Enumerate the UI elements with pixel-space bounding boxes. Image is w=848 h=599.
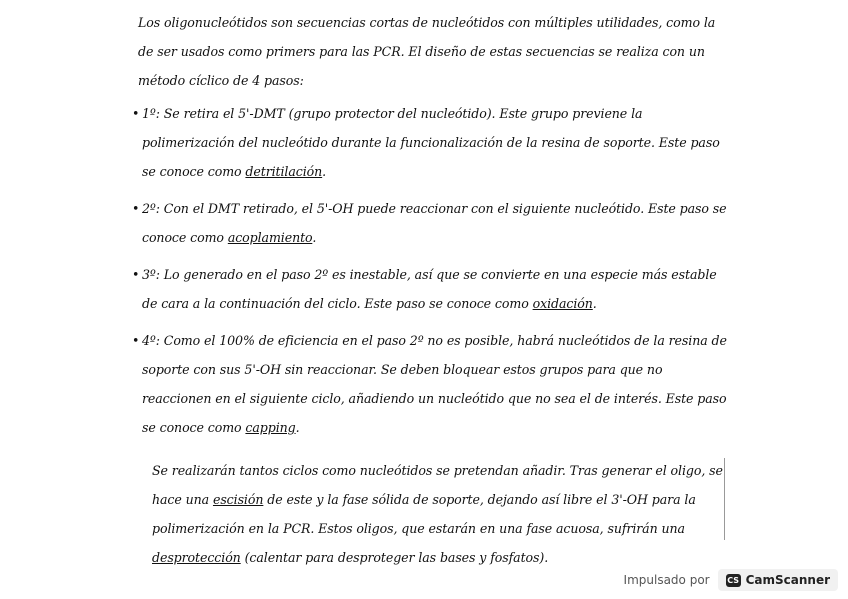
bullet: • [132, 267, 140, 282]
margin-line [724, 458, 725, 540]
step-1-text: 1º: Se retira el 5'-DMT (grupo protector del nucleótido). Este grupo previene la polimerización del nucleótido durante la funcionalización de la resina de soporte. Este paso se conoce como [142, 106, 720, 179]
closing-text-2: de este y la fase sólida de soporte, dejando así libre el 3'-OH para la polimerización en la PCR. Estos oligos, que estarán en una fase acuosa, sufrirán una [152, 492, 696, 536]
step-3 [132, 260, 728, 318]
camscanner-badge [718, 569, 838, 591]
step-text [142, 260, 728, 318]
step-2-end: . [312, 230, 317, 245]
step-1-end: . [322, 164, 327, 179]
step-text [142, 99, 728, 186]
powered-by-label: Impulsado por [623, 573, 710, 587]
bullet: • [132, 106, 140, 121]
step-2 [132, 194, 728, 252]
camscanner-brand: CamScanner [745, 573, 830, 587]
closing-text-3: (calentar para desproteger las bases y fosfatos). [240, 550, 549, 565]
step-3-term: oxidación [532, 296, 593, 311]
handwritten-notes [132, 8, 728, 585]
step-text [142, 326, 728, 442]
step-4-term: capping [245, 420, 296, 435]
bullet: • [132, 333, 140, 348]
scanner-watermark [624, 569, 838, 591]
step-1 [132, 99, 728, 186]
closing-paragraph [138, 456, 728, 572]
closing-text-1: Se realizarán tantos ciclos como nucleótidos se pretendan añadir. Tras generar el oligo, se hace una [152, 463, 723, 507]
step-4-text: 4º: Como el 100% de eficiencia en el paso 2º no es posible, habrá nucleótidos de la resina de soporte con sus 5'-OH sin reaccionar. Se deben bloquear estos grupos para que no reaccionen en el siguiente ciclo, añadiendo un nucleótido que no sea el de interés. Este paso se conoce como [142, 333, 727, 435]
closing-term-1: escisión [212, 492, 264, 507]
step-4 [132, 326, 728, 442]
step-4-end: . [295, 420, 300, 435]
step-2-term: acoplamiento [227, 230, 313, 245]
camscanner-logo-icon: CS [727, 575, 739, 585]
step-2-text: 2º: Con el DMT retirado, el 5'-OH puede reaccionar con el siguiente nucleótido. Este paso se conoce como [142, 201, 727, 245]
intro-paragraph: Los oligonucleótidos son secuencias cortas de nucleótidos con múltiples utilidades, como la de ser usados como primers para las PCR. El diseño de estas secuencias se realiza con un método cíclico de 4 pasos: [138, 15, 716, 88]
closing-term-2: desprotección [152, 550, 241, 565]
step-3-end: . [592, 296, 597, 311]
bullet: • [132, 201, 140, 216]
step-text [142, 194, 728, 252]
step-1-term: detritilación [245, 164, 323, 179]
step-3-text: 3º: Lo generado en el paso 2º es inestable, así que se convierte en una especie más estable de cara a la continuación del ciclo. Este paso se conoce como [142, 267, 717, 311]
